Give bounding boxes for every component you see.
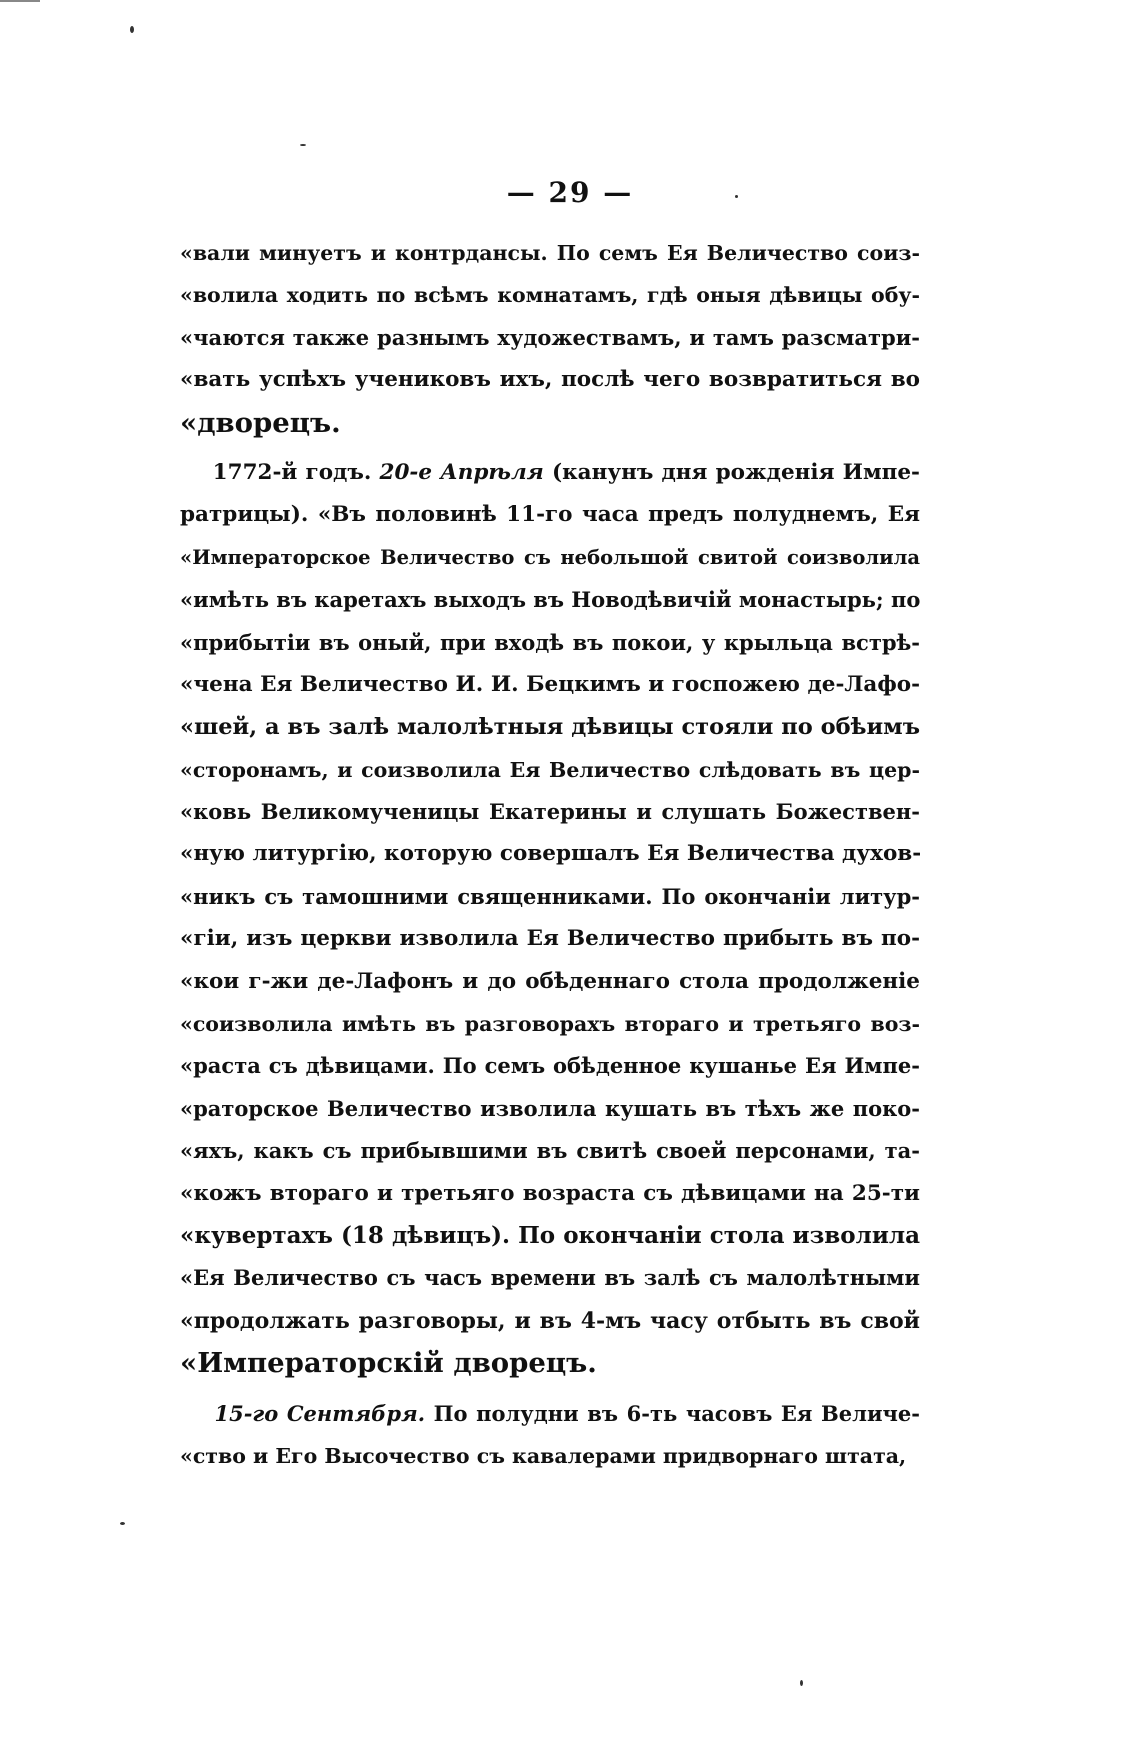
text-line (180, 1393, 920, 1435)
text-line: «яхъ, какъ съ прибывшими въ свитѣ своей персонами, та- (180, 1138, 920, 1164)
page-body (180, 232, 920, 1477)
text-line: «кои г-жи де-Лафонъ и до обѣденнаго стола продолженіе (180, 968, 920, 994)
text-line: «вали минуетъ и контрдансы. По семъ Ея Величество соиз- (180, 241, 920, 265)
paragraph (180, 452, 920, 1385)
text-line: «ство и Его Высочество съ кавалерами придворнаго штата, (180, 1443, 907, 1468)
scan-speck (130, 26, 134, 33)
text-line: «продолжать разговоры, и въ 4-мъ часу отбыть въ свой (180, 1307, 920, 1334)
text-line: «имѣть въ каретахъ выходъ въ Новодѣвичій монастырь; по (180, 587, 921, 613)
text-fragment: По полудни въ 6-ть часовъ Ея Величе- (425, 1400, 920, 1426)
text-line: «ковь Великомученицы Екатерины и слушать Божествен- (180, 799, 920, 825)
text-line: «Императорскій дворецъ. (180, 1347, 597, 1380)
text-line: «прибытіи въ оный, при входѣ въ покои, у крыльца встрѣ- (180, 629, 920, 655)
scan-speck (120, 1522, 125, 1525)
text-line: «дворецъ. (180, 406, 341, 439)
text-line: ратрицы). «Въ половинѣ 11-го часа предъ полуднемъ, Ея (180, 502, 920, 528)
text-line: «чена Ея Величество И. И. Бецкимъ и госпожею де-Лафо- (180, 671, 920, 697)
text-line: «никъ съ тамошними священниками. По окончаніи литур- (180, 883, 920, 909)
paragraph (180, 232, 920, 444)
page-number: — 29 — (506, 176, 634, 209)
text-line (180, 452, 920, 494)
scan-speck (800, 1680, 803, 1686)
text-line: «раста съ дѣвицами. По семъ обѣденное кушанье Ея Импе- (180, 1053, 920, 1079)
year-heading: 1772-й годъ. (212, 459, 380, 485)
text-line: «чаются также разнымъ художествамъ, и тамъ разсматри- (180, 324, 920, 350)
text-line: «шей, а въ залѣ малолѣтныя дѣвицы стояли по обѣимъ (180, 714, 920, 741)
text-line: «кувертахъ (18 дѣвицъ). По окончаніи стола изволила (180, 1221, 920, 1249)
date-heading: 15-го Сентября. (214, 1400, 426, 1426)
text-fragment: (канунъ дня рожденія Импе- (543, 459, 920, 485)
text-line: «соизволила имѣть въ разговорахъ втораго и третьяго воз- (180, 1012, 920, 1037)
scan-speck (300, 144, 306, 146)
text-line: «сторонамъ, и соизволила Ея Величество слѣдовать въ цер- (180, 757, 920, 782)
text-line: «раторское Величество изволила кушать въ тѣхъ же поко- (180, 1095, 920, 1121)
text-line: «вать успѣхъ учениковъ ихъ, послѣ чего возвратиться во (180, 367, 920, 393)
text-line: «ную литургію, которую совершалъ Ея Величества духов- (180, 841, 922, 867)
text-line: «Ея Величество съ часъ времени въ залѣ съ малолѣтными (180, 1265, 920, 1291)
paragraph (180, 1393, 920, 1478)
text-line: «волила ходить по всѣмъ комнатамъ, гдѣ оныя дѣвицы обу- (180, 283, 920, 308)
text-line: «Императорское Величество съ небольшой свитой соизволила (180, 545, 920, 569)
date-heading: 20-е Апрѣля (379, 459, 544, 485)
text-line: «кожъ втораго и третьяго возраста съ дѣвицами на 25-ти (180, 1180, 920, 1206)
text-line: «гіи, изъ церкви изволила Ея Величество прибыть въ по- (180, 926, 920, 952)
scan-edge-mark (0, 0, 40, 2)
